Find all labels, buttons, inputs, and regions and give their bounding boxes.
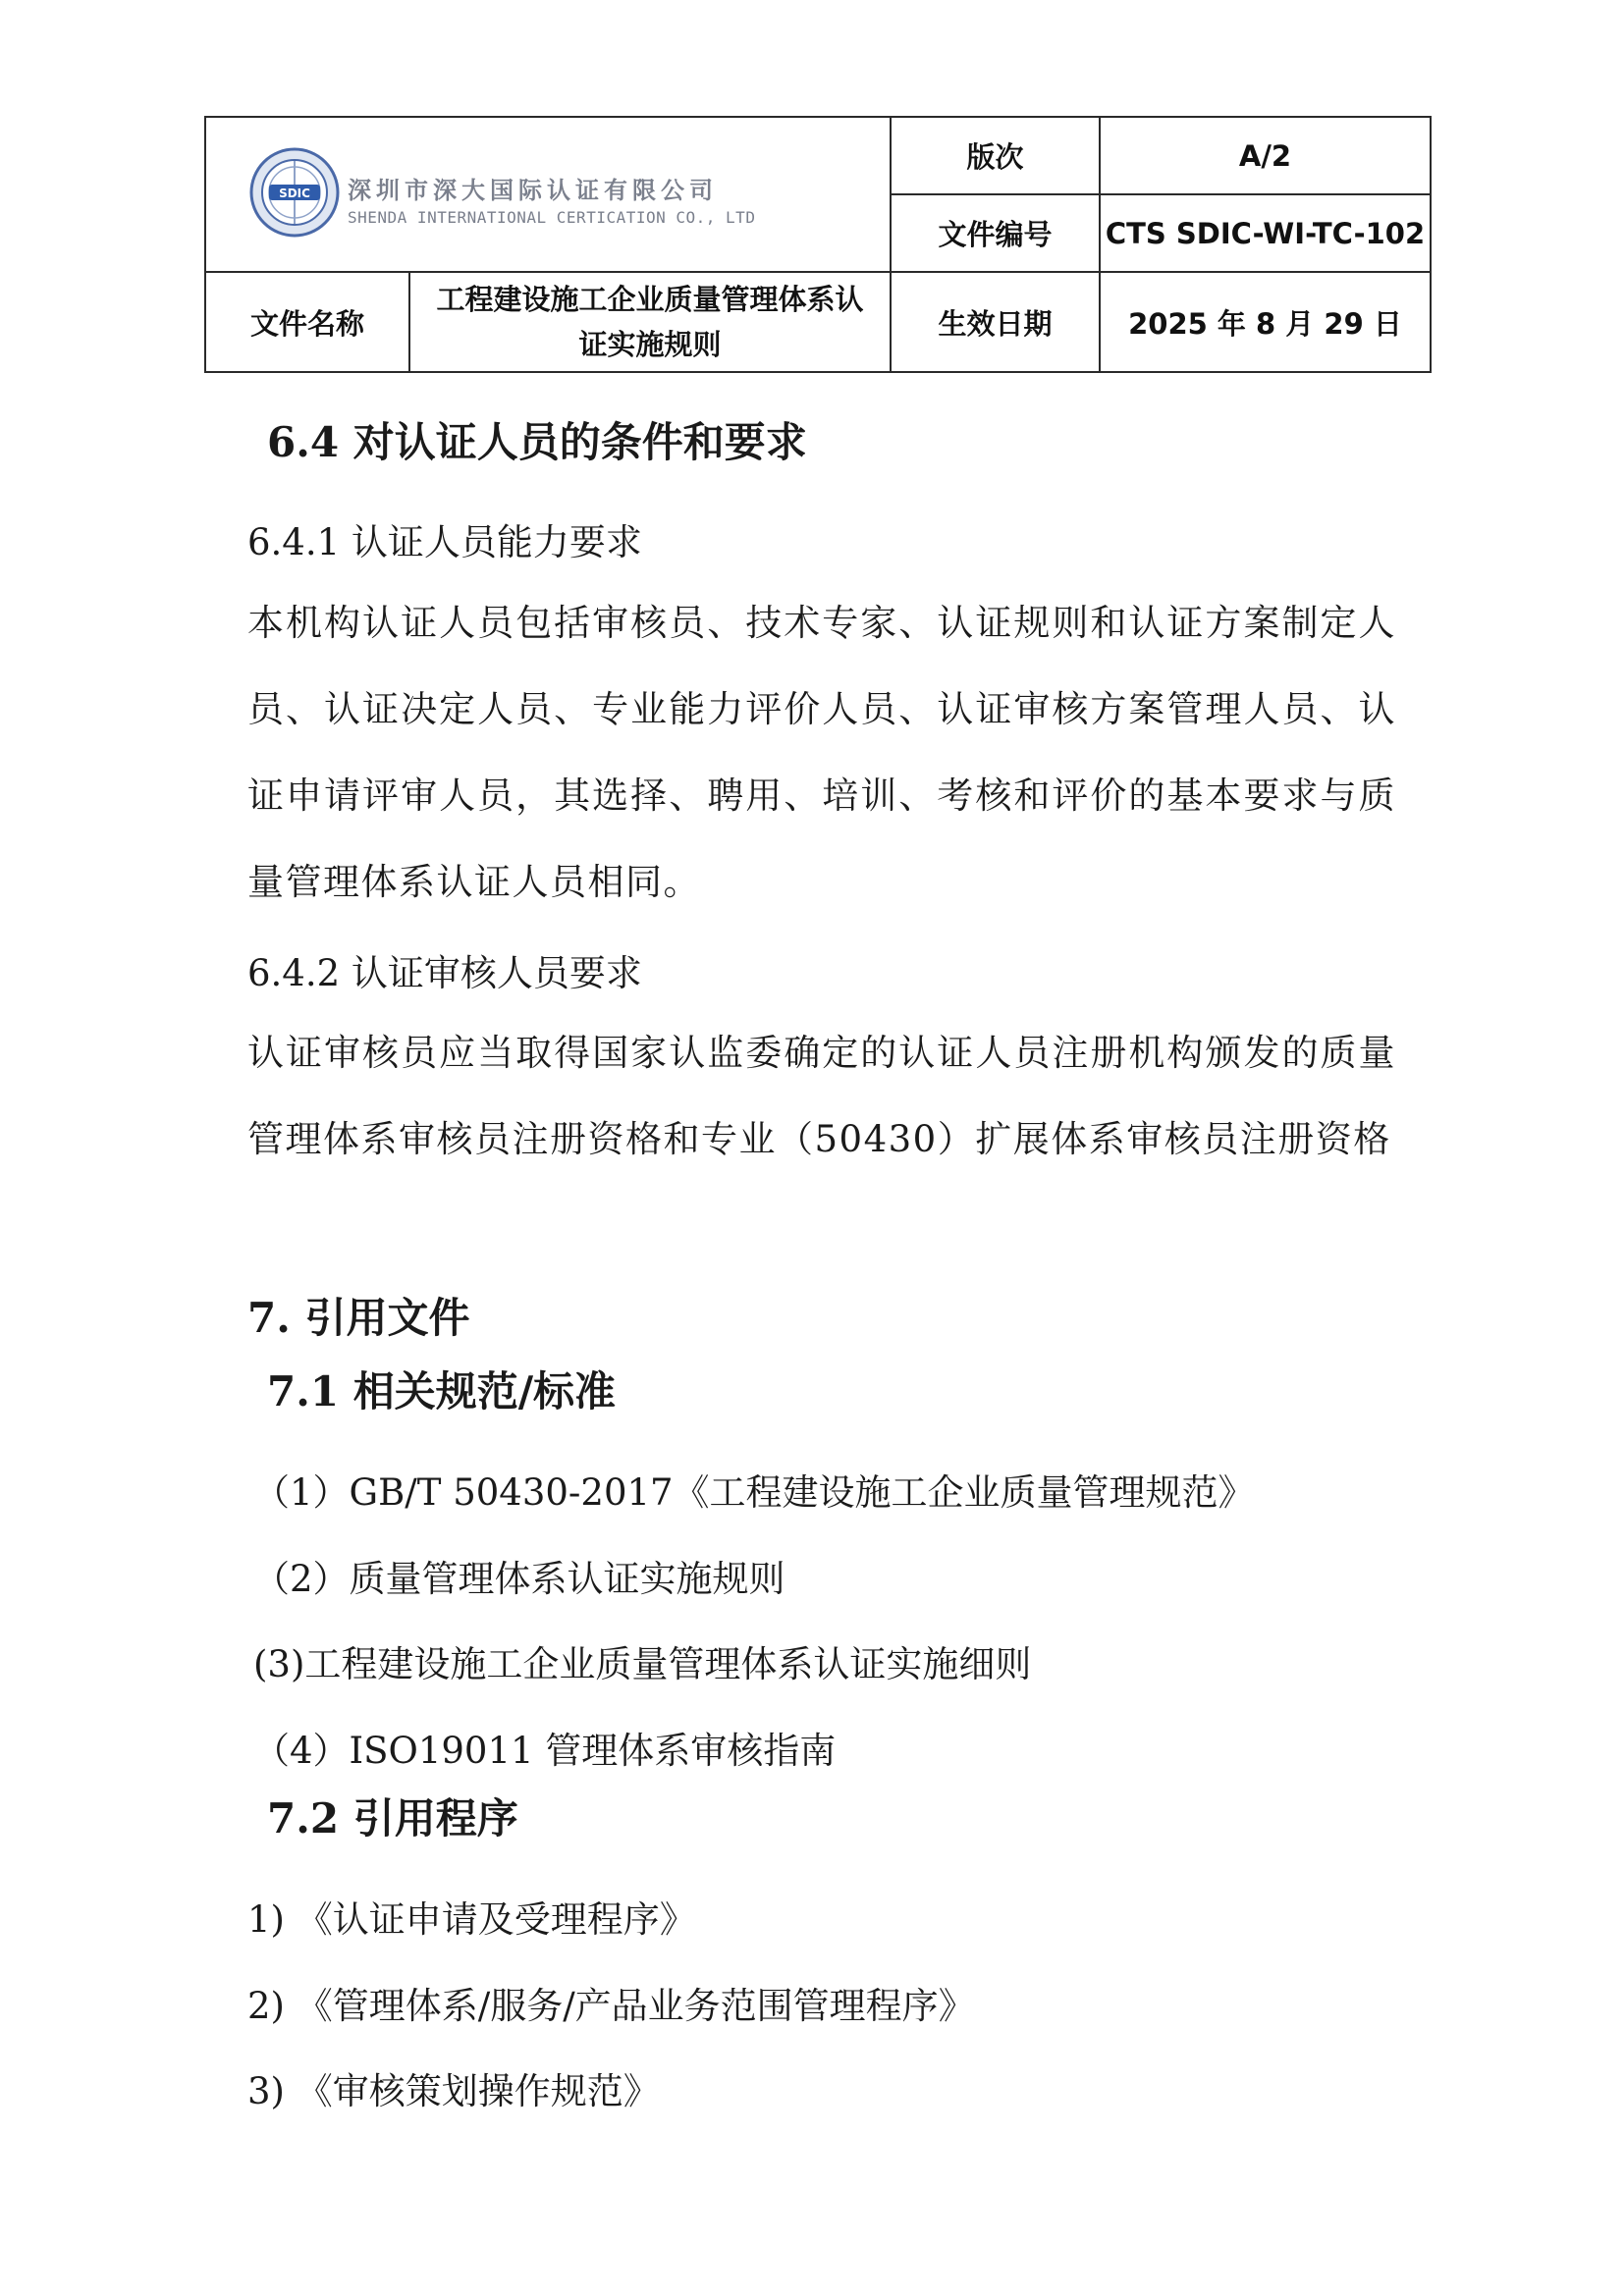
version-value: A/2 xyxy=(1100,117,1431,194)
procedure-item: 3) 《审核策划操作规范》 xyxy=(247,2070,660,2112)
section-7-2-heading: 7.2 引用程序 xyxy=(267,1794,518,1842)
section-6-4-2-paragraph: 认证审核员应当取得国家认监委确定的认证人员注册机构颁发的质量管理体系审核员注册资格和专业（50430）扩展体系审核员注册资格 xyxy=(247,1032,1396,1160)
section-7-1-heading: 7.1 相关规范/标准 xyxy=(267,1367,617,1415)
procedure-item: 2) 《管理体系/服务/产品业务范围管理程序》 xyxy=(247,1985,975,2027)
company-name-cn: 深圳市深大国际认证有限公司 xyxy=(348,176,718,204)
doc-number-label: 文件编号 xyxy=(891,194,1100,272)
logo-badge-text: SDIC xyxy=(279,187,310,200)
reference-item: （2）质量管理体系认证实施规则 xyxy=(253,1558,785,1600)
version-label: 版次 xyxy=(891,117,1100,194)
company-name-en: SHENDA INTERNATIONAL CERTICATION CO., LTD xyxy=(348,208,756,227)
section-6-4-heading: 6.4 对认证人员的条件和要求 xyxy=(267,418,807,466)
effective-date-label: 生效日期 xyxy=(891,272,1100,372)
procedure-item: 1) 《认证申请及受理程序》 xyxy=(247,1898,696,1941)
section-7-heading: 7. 引用文件 xyxy=(247,1294,470,1342)
company-logo-icon xyxy=(249,147,340,238)
section-6-4-1-paragraph: 本机构认证人员包括审核员、技术专家、认证规则和认证方案制定人员、认证决定人员、专业能力评价人员、认证审核方案管理人员、认证申请评审人员，其选择、聘用、培训、考核和评价的基本要求与质量管理体系认证人员相同。 xyxy=(247,602,1396,903)
reference-item: (3)工程建设施工企业质量管理体系认证实施细则 xyxy=(253,1643,1032,1685)
document-header-table xyxy=(204,116,1432,373)
doc-name-value: 工程建设施工企业质量管理体系认证实施规则 xyxy=(409,272,891,372)
doc-name-label: 文件名称 xyxy=(205,272,409,372)
company-logo-cell xyxy=(205,117,891,272)
section-6-4-1-heading: 6.4.1 认证人员能力要求 xyxy=(247,521,642,563)
section-6-4-2-heading: 6.4.2 认证审核人员要求 xyxy=(247,952,642,994)
doc-number-value: CTS SDIC-WI-TC-102 xyxy=(1100,194,1431,272)
reference-item: （1）GB/T 50430-2017《工程建设施工企业质量管理规范》 xyxy=(253,1471,1255,1514)
reference-item: （4）ISO19011 管理体系审核指南 xyxy=(253,1730,837,1772)
effective-date-value: 2025 年 8 月 29 日 xyxy=(1100,272,1431,372)
